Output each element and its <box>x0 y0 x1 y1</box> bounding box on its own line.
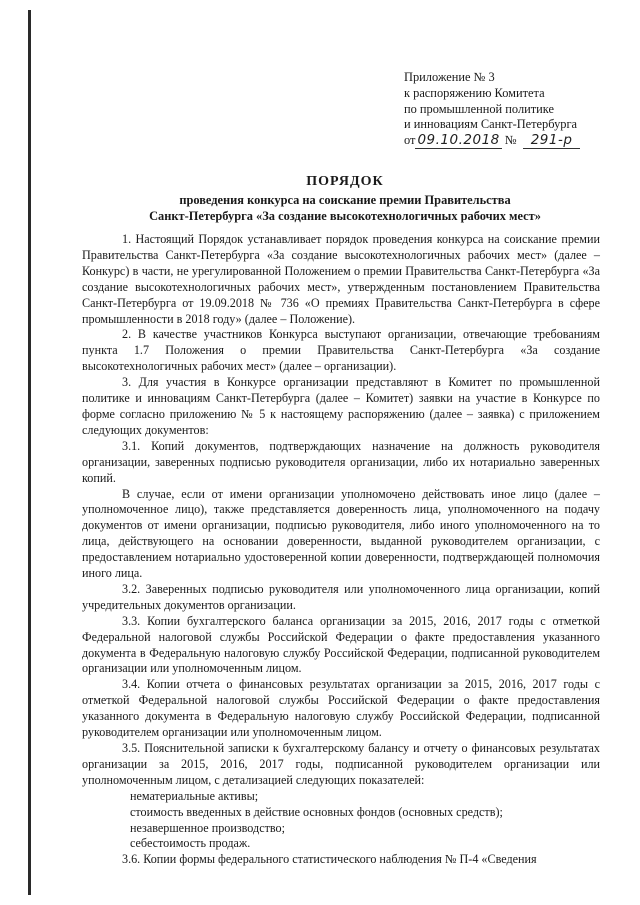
paragraph-3-6: 3.6. Копии формы федерального статистического наблюдения № П-4 «Сведения <box>122 852 537 867</box>
list-item: стоимость введенных в действие основных фондов (основных средств); <box>130 804 503 819</box>
paragraph-3-1-proxy: В случае, если от имени организации уполномочено действовать иное лицо (далее – уполномоченное лицо), также представляется доверенность лица, уполномоченного на подачу документов от имени организации, подписью руководителя, либо иного уполномоченного на то лица, действующего на основании доверенности, выданной руководителем организации, с предоставлением нотариально удостоверенной копии доверенности, подтверждающей полномочия иного лица. <box>82 486 600 581</box>
handwritten-number: 291-р <box>523 132 581 149</box>
approval-line-committee: и инновациям Санкт-Петербурга <box>404 117 578 132</box>
paragraph-1: 1. Настоящий Порядок устанавливает порядок проведения конкурса на соискание премии Правительства Санкт-Петербурга «За создание высокотехнологичных рабочих мест» (далее – Конкурс) в части, не урегулированной Положением о премии Правительства Санкт-Петербурга «За создание высокотехнологичных рабочих мест», утвержденным постановлением Правительства Санкт-Петербурга от 19.09.2018 № 736 «О премиях Правительства Санкт-Петербурга в сфере промышленности в 2018 году» (далее – Положение). <box>82 232 600 326</box>
list-item: нематериальные активы; <box>130 788 259 803</box>
paragraph-2: 2. В качестве участников Конкурса выступают организации, отвечающие требованиям пункта 1.7 Положения о премии Правительства Санкт-Петербурга «За создание высокотехнологичных рабочих мест» (далее – организации). <box>82 327 600 374</box>
paragraph-3-1: 3.1. Копий документов, подтверждающих назначение на должность руководителя организации, заверенных подписью руководителя организации, либо их нотариально заверенных копий. <box>82 438 600 485</box>
approval-line-appendix: Приложение № 3 <box>404 70 495 84</box>
approval-date-number <box>404 133 604 149</box>
approval-line-order: к распоряжению Комитета <box>404 85 545 100</box>
paragraph-3-3: 3.3. Копии бухгалтерского баланса организации за 2015, 2016, 2017 годы с отметкой Федеральной налоговой службы Российской Федерации о факте предоставления указанного документа в Федеральную налоговую службу Российской Федерации, подписанной руководителем организации или уполномоченным лицом. <box>82 613 600 676</box>
date-prefix: от <box>404 133 416 148</box>
document-title-block <box>80 172 610 224</box>
approval-line-policy: по промышленной политике <box>404 101 555 116</box>
paragraph-3: 3. Для участия в Конкурсе организации представляют в Комитет по промышленной политике и инновациям Санкт-Петербурга (далее – Комитет) заявки на участие в Конкурсе по форме согласно приложению № 5 к настоящему распоряжению (далее – заявка) с приложением следующих документов: <box>82 375 600 437</box>
document-body <box>82 232 600 868</box>
paragraph-3-2: 3.2. Заверенных подписью руководителя или уполномоченного лица организации, копий учредительных документов организации. <box>82 581 600 612</box>
number-prefix: № <box>504 133 517 148</box>
handwritten-date: 09.10.2018 <box>417 132 500 149</box>
list-item: незавершенное производство; <box>130 820 285 835</box>
paragraph-3-4: 3.4. Копии отчета о финансовых результатах организации за 2015, 2016, 2017 годы с отметкой Федеральной налоговой службы Российской Федерации о факте предоставления указанного документа в Федеральную налоговую службу Российской Федерации, подписанной руководителем организации или уполномоченным лицом. <box>82 677 600 740</box>
approval-block <box>404 70 604 149</box>
list-item: себестоимость продаж. <box>130 836 251 851</box>
document-title: ПОРЯДОК <box>306 174 384 189</box>
document-subtitle-line-1: проведения конкурса на соискание премии Правительства <box>179 193 511 207</box>
scan-binding-edge <box>28 10 31 895</box>
document-subtitle-line-2: Санкт-Петербурга «За создание высокотехнологичных рабочих мест» <box>149 209 541 223</box>
paragraph-3-5: 3.5. Пояснительной записки к бухгалтерскому балансу и отчету о финансовых результатах организации за 2015, 2016, 2017 годы, подписанной руководителем организации или уполномоченным лицом, с детализацией следующих показателей: <box>82 741 600 787</box>
